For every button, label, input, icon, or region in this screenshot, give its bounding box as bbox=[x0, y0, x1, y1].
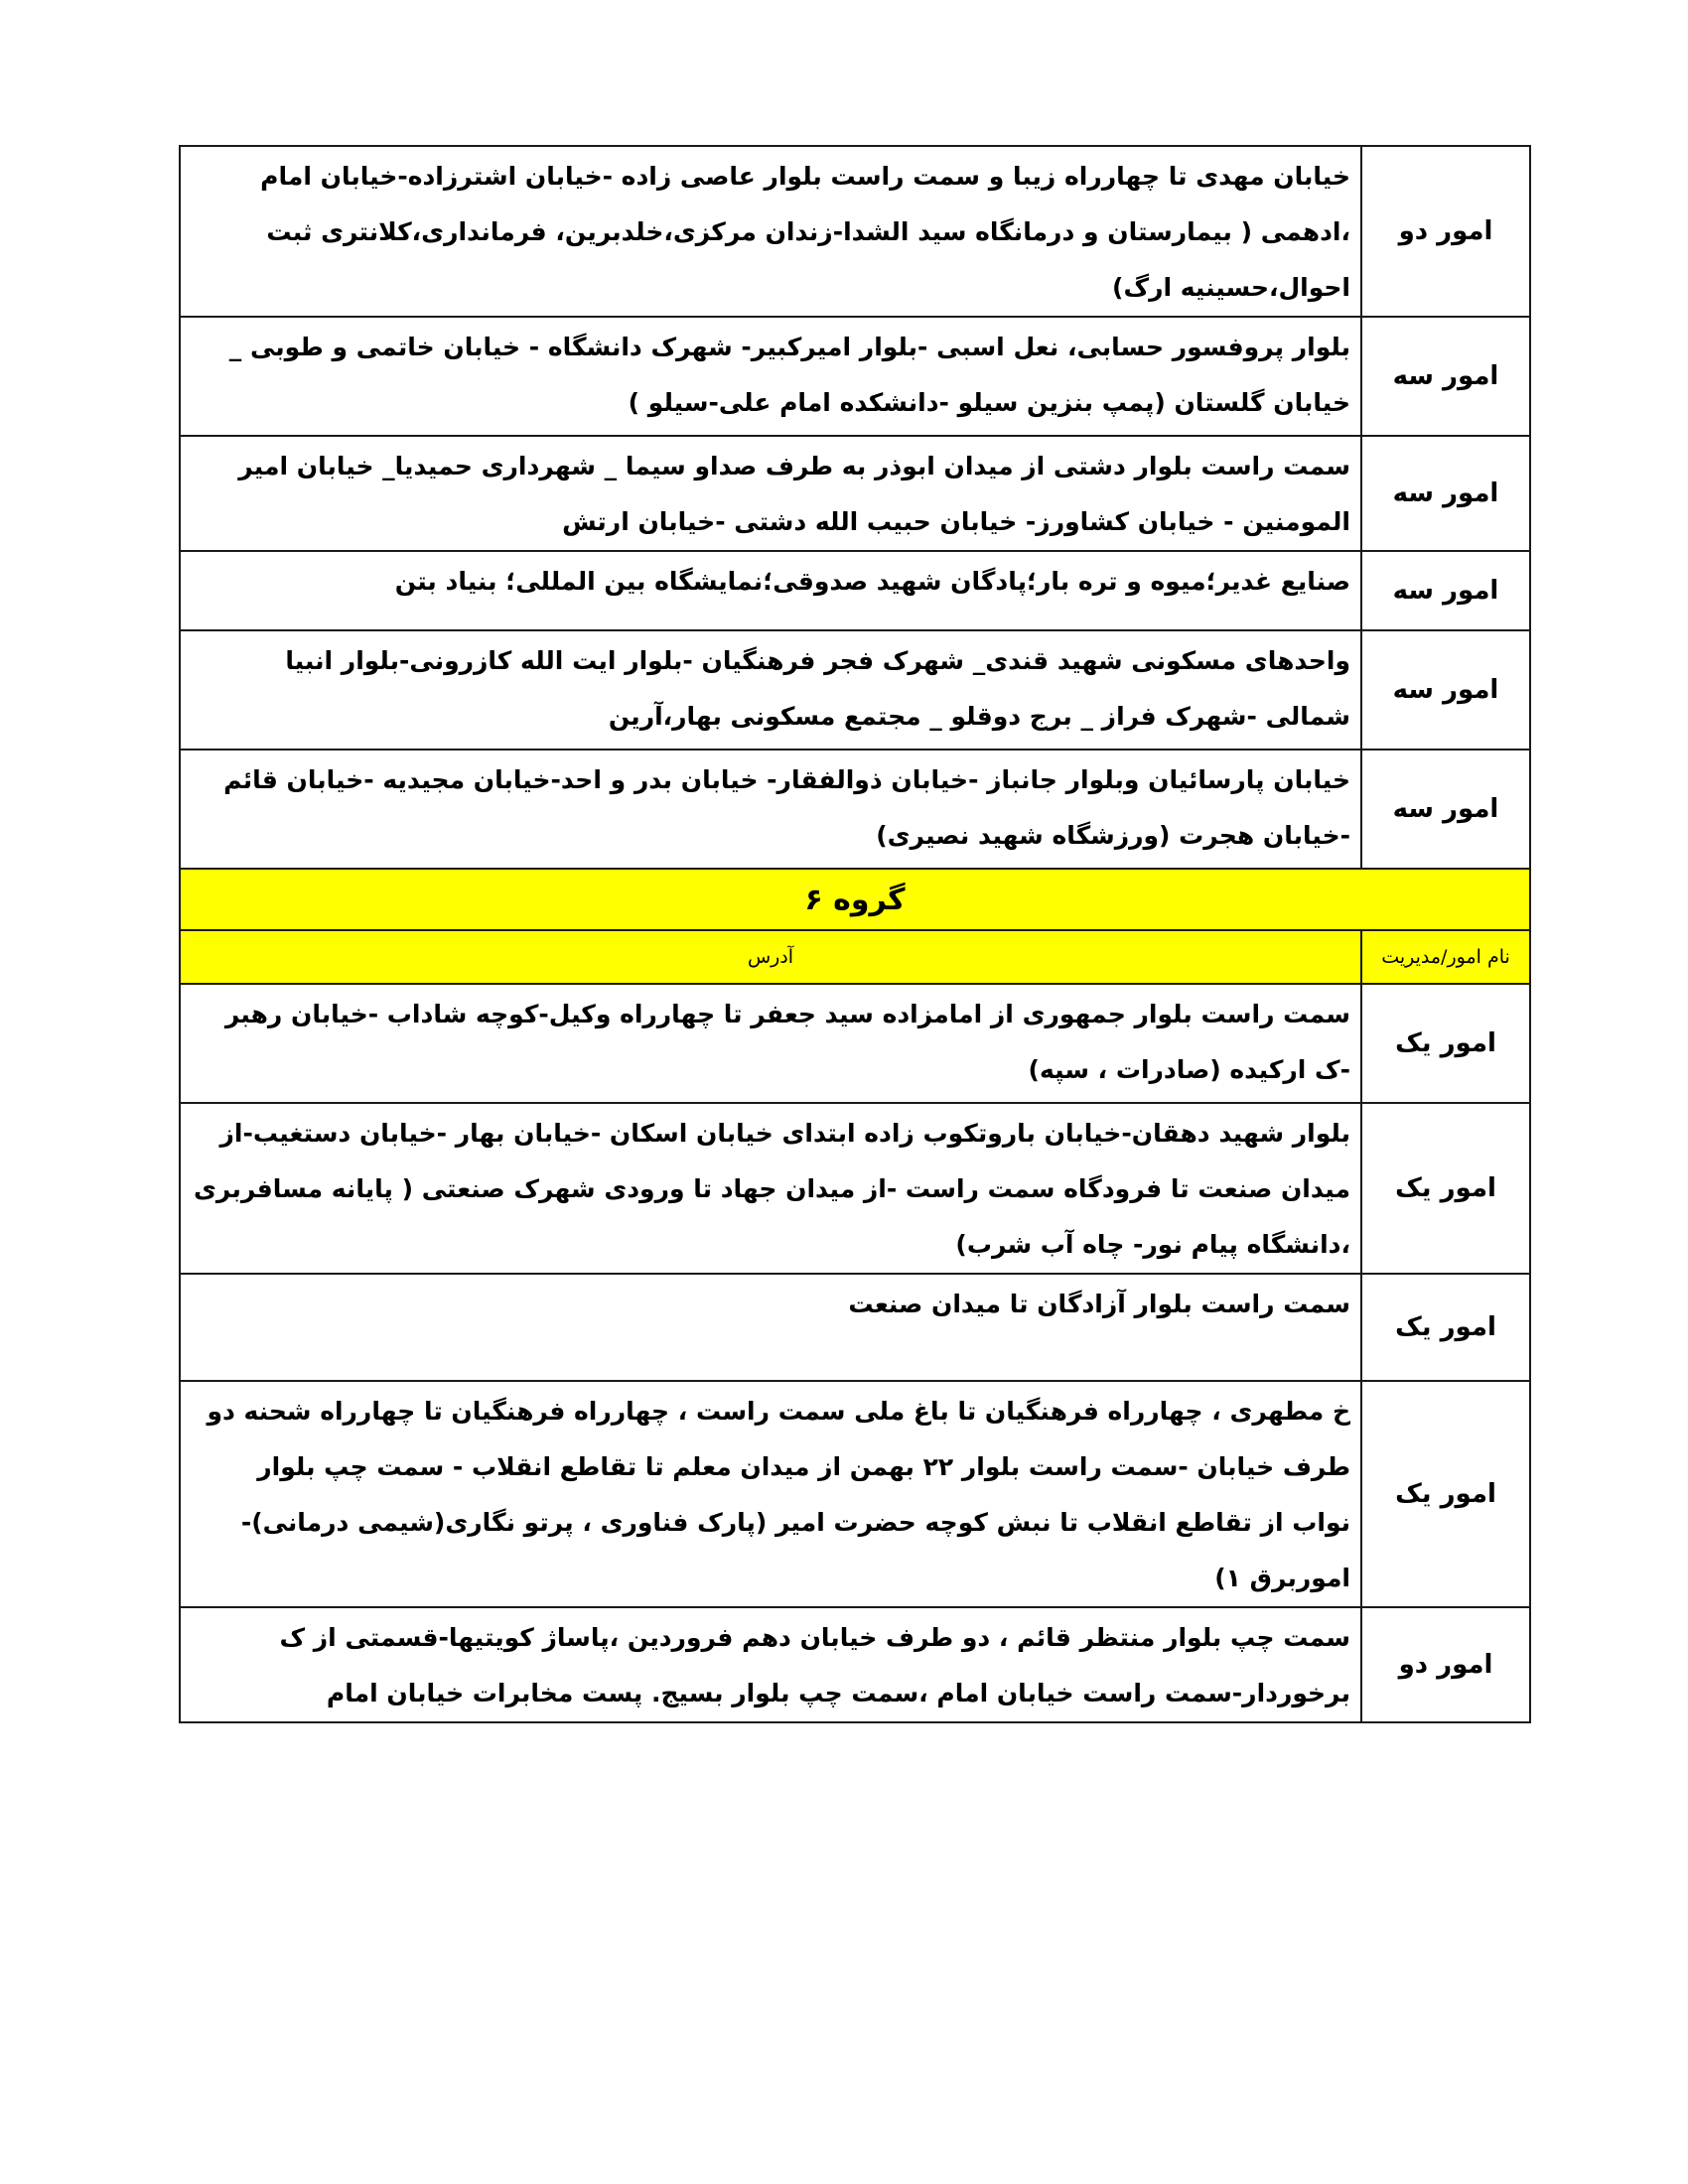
unit-cell: امور یک bbox=[1361, 984, 1530, 1103]
address-table-page bbox=[179, 145, 1531, 1723]
address-cell: سمت راست بلوار آزادگان تا میدان صنعت bbox=[180, 1274, 1361, 1381]
column-header-address: آدرس bbox=[180, 930, 1361, 984]
address-cell: خیابان مهدی تا چهارراه زیبا و سمت راست بلوار عاصی زاده -خیابان اشترزاده-خیابان امام ،ادهمی ( بیمارستان و درمانگاه سید الشدا-زندان مرکزی،خلدبرین، فرمانداری،کلانتری ثبت احوال،حسینیه ارگ) bbox=[180, 146, 1361, 317]
table-row bbox=[180, 1274, 1530, 1381]
address-table bbox=[179, 145, 1531, 1723]
unit-cell: امور یک bbox=[1361, 1381, 1530, 1607]
table-row bbox=[180, 317, 1530, 436]
group-title: گروه ۶ bbox=[180, 869, 1530, 930]
address-cell: سمت چپ بلوار منتظر قائم ، دو طرف خیابان دهم فروردین ،پاساژ کویتیها-قسمتی از ک برخوردار-سمت راست خیابان امام ،سمت چپ بلوار بسیج. پست مخابرات خیابان امام bbox=[180, 1607, 1361, 1722]
unit-cell: امور یک bbox=[1361, 1274, 1530, 1381]
address-cell: خ مطهری ، چهارراه فرهنگیان تا باغ ملی سمت راست ، چهارراه فرهنگیان تا چهارراه شحنه دو طرف خیابان -سمت راست بلوار ۲۲ بهمن از میدان معلم تا تقاطع انقلاب - سمت چپ بلوار نواب از تقاطع انقلاب تا نبش کوچه حضرت امیر (پارک فناوری ، پرتو نگاری(شیمی درمانی)- اموربرق ۱) bbox=[180, 1381, 1361, 1607]
column-header-unit: نام امور/مدیریت bbox=[1361, 930, 1530, 984]
unit-cell: امور سه bbox=[1361, 436, 1530, 551]
address-cell: سمت راست بلوار جمهوری از امامزاده سید جعفر تا چهارراه وکیل-کوچه شاداب -خیابان رهبر -ک ارکیده (صادرات ، سپه) bbox=[180, 984, 1361, 1103]
address-cell: صنایع غدیر؛میوه و تره بار؛پادگان شهید صدوقی؛نمایشگاه بین المللی؛ بنیاد بتن bbox=[180, 551, 1361, 630]
unit-cell: امور سه bbox=[1361, 630, 1530, 750]
unit-cell: امور یک bbox=[1361, 1103, 1530, 1274]
column-header-row bbox=[180, 930, 1530, 984]
table-row bbox=[180, 146, 1530, 317]
table-row bbox=[180, 436, 1530, 551]
table-row bbox=[180, 630, 1530, 750]
address-cell: خیابان پارسائیان وبلوار جانباز -خیابان ذوالفقار- خیابان بدر و احد-خیابان مجیدیه -خیابان قائم -خیابان هجرت (ورزشگاه شهید نصیری) bbox=[180, 750, 1361, 869]
address-cell: بلوار شهید دهقان-خیابان باروتکوب زاده ابتدای خیابان اسکان -خیابان بهار -خیابان دستغیب-از میدان صنعت تا فرودگاه سمت راست -از میدان جهاد تا ورودی شهرک صنعتی ( پایانه مسافربری ،دانشگاه پیام نور- چاه آب شرب) bbox=[180, 1103, 1361, 1274]
table-row bbox=[180, 1381, 1530, 1607]
group-heading-row bbox=[180, 869, 1530, 930]
table-row bbox=[180, 1103, 1530, 1274]
unit-cell: امور سه bbox=[1361, 750, 1530, 869]
unit-cell: امور سه bbox=[1361, 317, 1530, 436]
unit-cell: امور دو bbox=[1361, 1607, 1530, 1722]
address-cell: بلوار پروفسور حسابی، نعل اسبی -بلوار امیرکبیر- شهرک دانشگاه - خیابان خاتمی و طوبی _ خیابان گلستان (پمپ بنزین سیلو -دانشکده امام علی-سیلو ) bbox=[180, 317, 1361, 436]
table-row bbox=[180, 551, 1530, 630]
table-row bbox=[180, 750, 1530, 869]
address-cell: واحدهای مسکونی شهید قندی_ شهرک فجر فرهنگیان -بلوار ایت الله کازرونی-بلوار انبیا شمالی -شهرک فراز _ برج دوقلو _ مجتمع مسکونی بهار،آرین bbox=[180, 630, 1361, 750]
table-row bbox=[180, 1607, 1530, 1722]
unit-cell: امور سه bbox=[1361, 551, 1530, 630]
unit-cell: امور دو bbox=[1361, 146, 1530, 317]
table-row bbox=[180, 984, 1530, 1103]
address-cell: سمت راست بلوار دشتی از میدان ابوذر به طرف صداو سیما _ شهرداری حمیدیا_ خیابان امیر المومنین - خیابان کشاورز- خیابان حبیب الله دشتی -خیابان ارتش bbox=[180, 436, 1361, 551]
